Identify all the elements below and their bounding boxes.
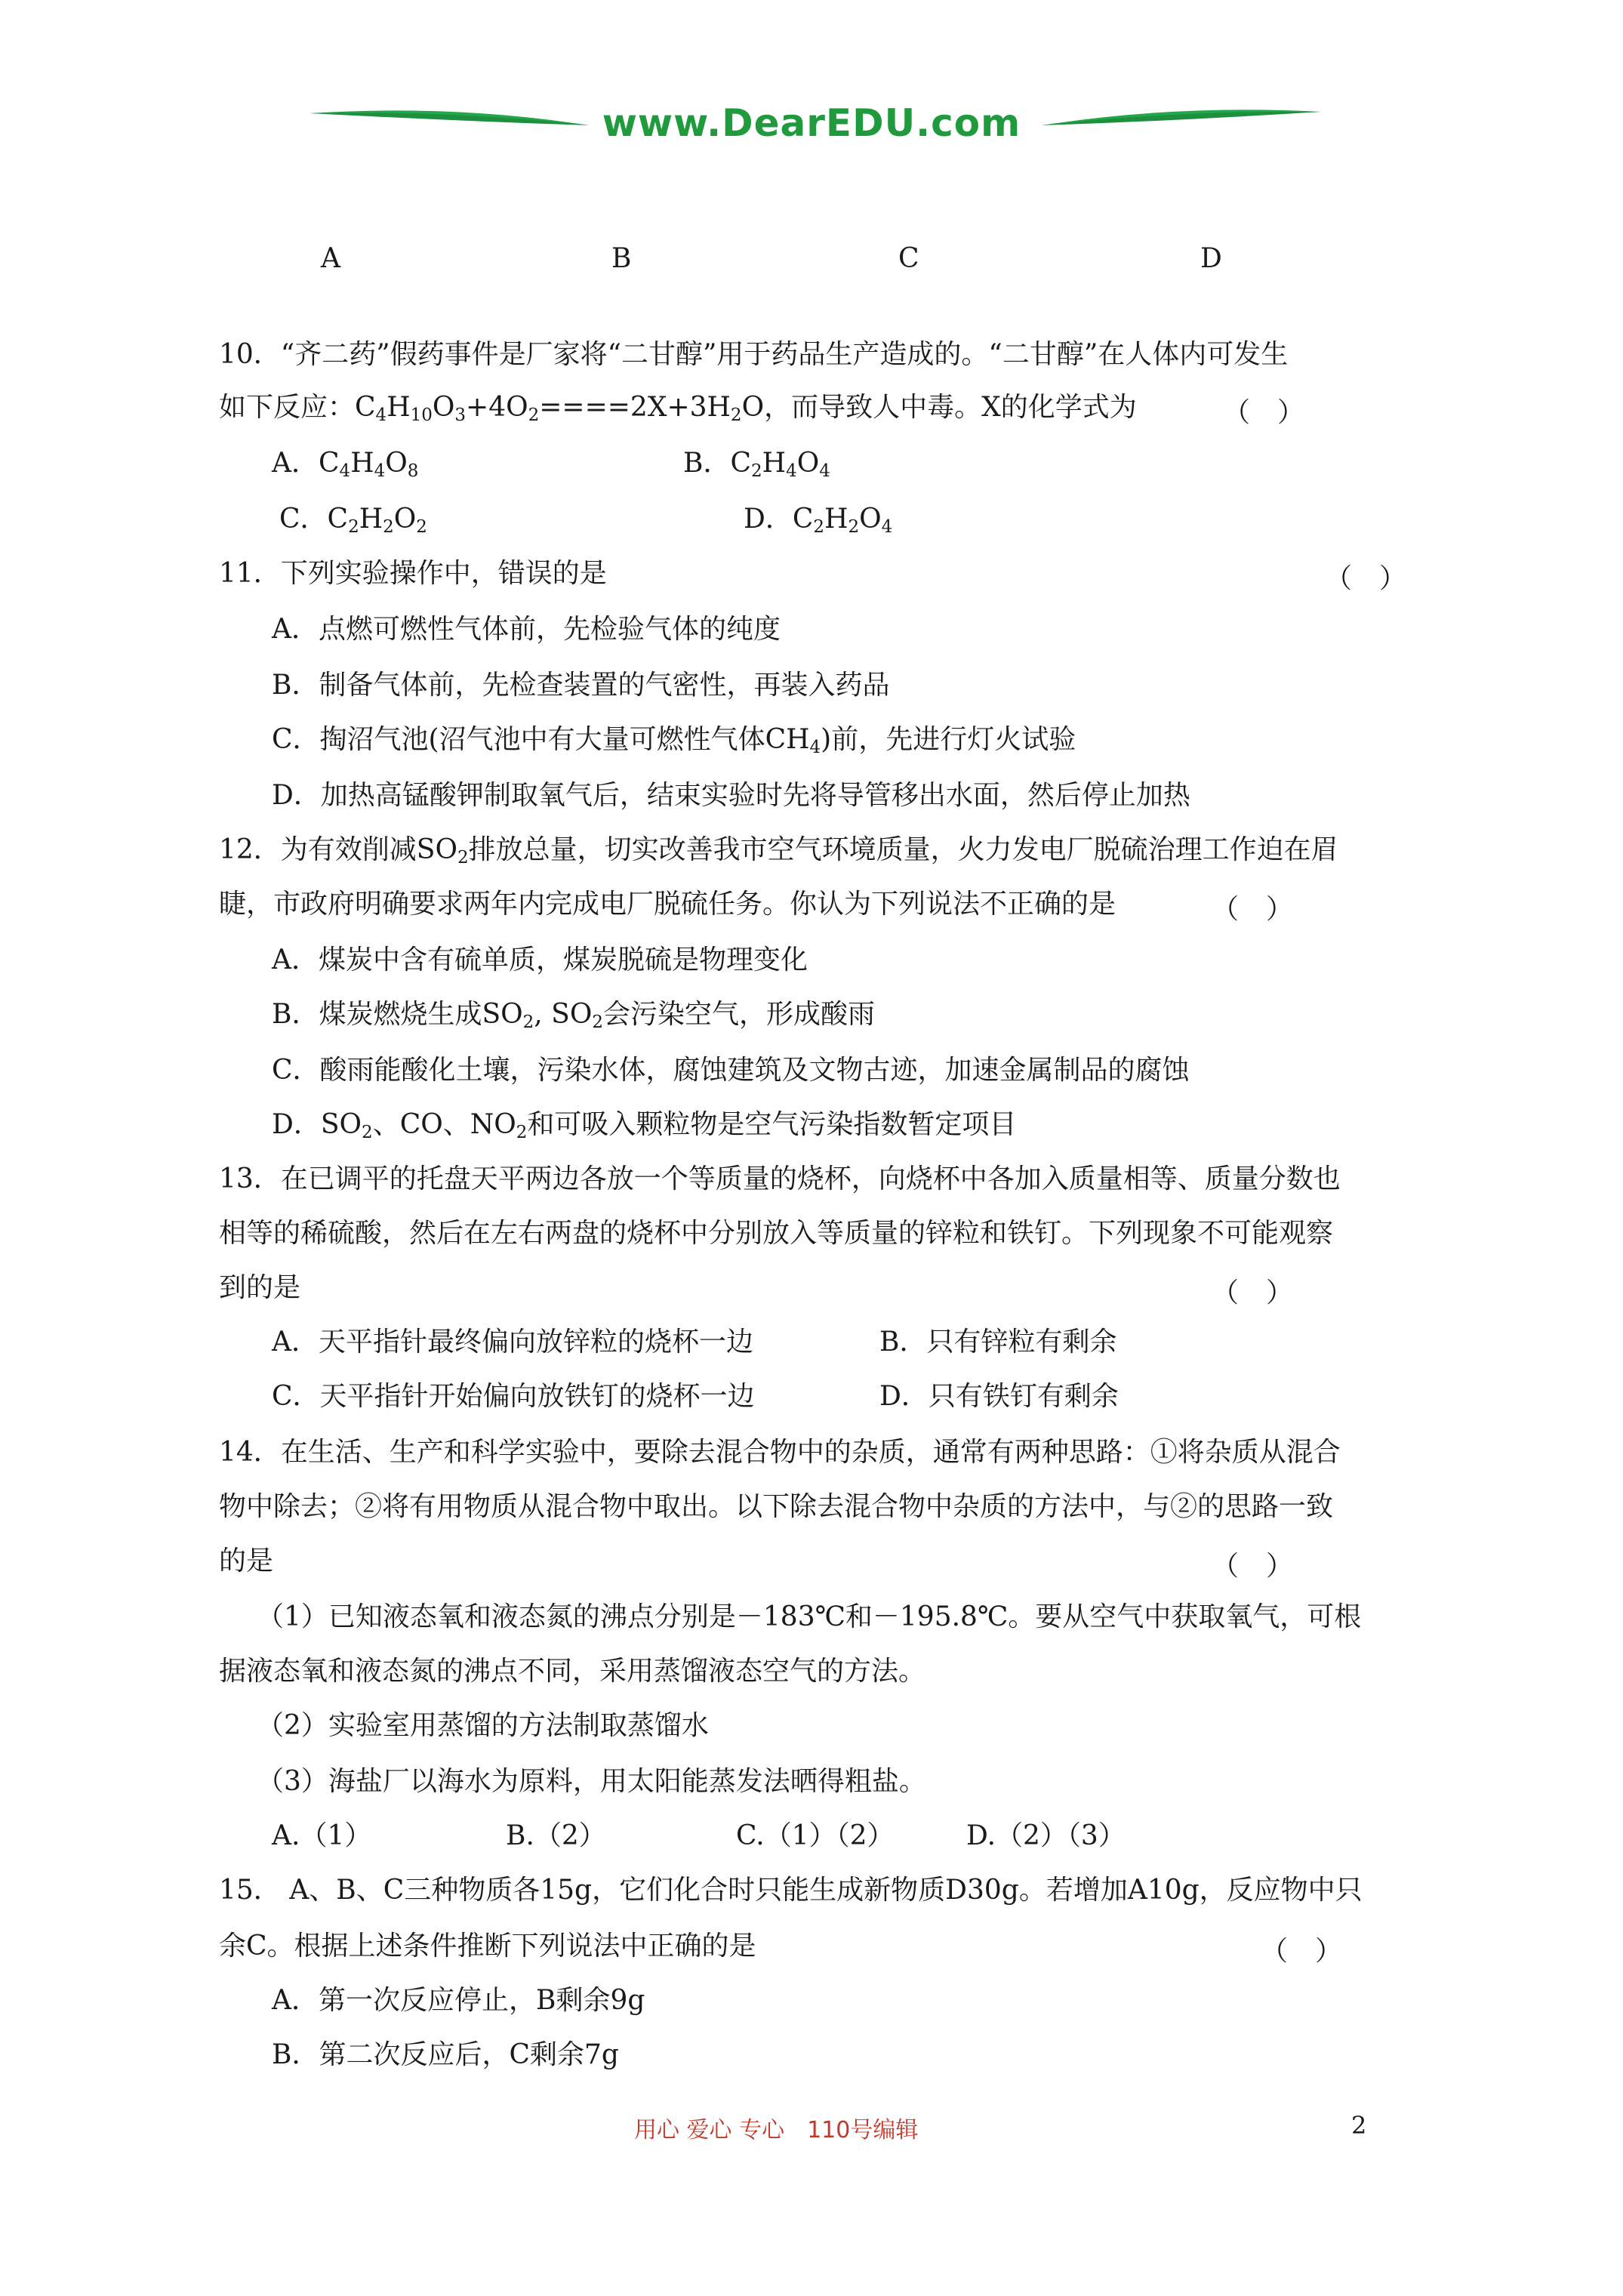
q15-stem-line2: 余C。根据上述条件推断下列说法中正确的是 xyxy=(219,1931,756,1962)
q14-item-1-line2: 据液态氧和液态氮的沸点不同，采用蒸馏液态空气的方法。 xyxy=(219,1656,926,1687)
image-label-b: B xyxy=(611,243,632,274)
image-label-d: D xyxy=(1200,243,1222,274)
q11-option-a: A．点燃可燃性气体前，先检验气体的纯度 xyxy=(272,614,781,645)
q15-option-b: B．第二次反应后，C剩余7g xyxy=(272,2039,619,2070)
q12-option-d: D．$SO_2$、CO、$NO_2$和可吸入颗粒物是空气污染指数暂定项目 xyxy=(272,1109,1017,1142)
image-label-c: C xyxy=(898,243,919,274)
q12-option-b: B．煤炭燃烧生成$SO_2$, $SO_2$会污染空气，形成酸雨 xyxy=(272,999,875,1032)
q13-answer-blank: （ ） xyxy=(1212,1277,1294,1308)
q14-item-3: （3）海盐厂以海水为原料，用太阳能蒸发法晒得粗盐。 xyxy=(257,1766,926,1797)
q15-stem-line1: 15． A、B、C三种物质各15g，它们化合时只能生成新物质D30g。若增加A10g，反应物中只 xyxy=(219,1875,1363,1906)
q11-answer-blank: （ ） xyxy=(1325,563,1407,594)
q10-option-b: B．$C_2H_4O_4$ xyxy=(683,448,830,481)
q14-option-a: A.（1） xyxy=(272,1820,372,1851)
q13-option-a: A．天平指针最终偏向放锌粒的烧杯一边 xyxy=(272,1327,753,1358)
q14-stem-line3: 的是 xyxy=(219,1546,274,1576)
q14-item-1-line1: （1）已知液态氧和液态氮的沸点分别是－183℃和－195.8℃。要从空气中获取氧气，可根 xyxy=(257,1601,1362,1632)
q10-answer-blank: （ ） xyxy=(1223,397,1305,428)
q11-option-c: C．掏沼气池(沼气池中有大量可燃性气体$CH_4$)前，先进行灯火试验 xyxy=(272,724,1076,757)
q14-answer-blank: （ ） xyxy=(1212,1551,1294,1582)
q10-option-a: A．$C_4H_4O_8$ xyxy=(272,448,419,481)
footer-text: 用心 爱心 专心 110号编辑 xyxy=(634,2117,919,2143)
q13-stem-line3: 到的是 xyxy=(219,1272,301,1303)
q13-option-d: D．只有铁钉有剩余 xyxy=(879,1381,1119,1412)
q11-stem: 11．下列实验操作中，错误的是 xyxy=(219,558,607,589)
header-banner xyxy=(0,91,1623,159)
page-number: 2 xyxy=(1351,2111,1367,2140)
q12-stem-line2: 睫，市政府明确要求两年内完成电厂脱硫任务。你认为下列说法不正确的是 xyxy=(219,889,1116,920)
q15-option-a: A．第一次反应停止，B剩余9g xyxy=(272,1985,645,2016)
q13-option-b: B．只有锌粒有剩余 xyxy=(879,1327,1117,1358)
q14-stem-line2: 物中除去；②将有用物质从混合物中取出。以下除去混合物中杂质的方法中，与②的思路一致 xyxy=(219,1491,1334,1522)
site-logo-text: www.DearEDU.com xyxy=(602,101,1021,145)
q15-answer-blank: （ ） xyxy=(1261,1936,1343,1967)
q14-option-c: C.（1）（2） xyxy=(736,1820,895,1851)
q12-option-c: C．酸雨能酸化土壤，污染水体，腐蚀建筑及文物古迹，加速金属制品的腐蚀 xyxy=(272,1055,1190,1086)
q10-stem-line2: 如下反应：$C_4H_{10}O_3+4O_2====2X+3H_2O$，而导致人中毒。X的化学式为 xyxy=(219,392,1137,425)
q10-option-d: D．$C_2H_2O_4$ xyxy=(744,504,893,537)
image-label-a: A xyxy=(321,243,340,274)
q11-option-d: D．加热高锰酸钾制取氧气后，结束实验时先将导管移出水面，然后停止加热 xyxy=(272,780,1190,811)
q14-option-d: D.（2）（3） xyxy=(966,1820,1126,1851)
q10-stem-line1: 10．“齐二药”假药事件是厂家将“二甘醇”用于药品生产造成的。“二甘醇”在人体内可发生 xyxy=(219,339,1289,370)
q12-option-a: A．煤炭中含有硫单质，煤炭脱硫是物理变化 xyxy=(272,945,808,975)
q14-option-b: B.（2） xyxy=(506,1820,606,1851)
q12-stem-line1: 12．为有效削减$SO_2$排放总量，切实改善我市空气环境质量，火力发电厂脱硫治理工作迫在眉 xyxy=(219,834,1338,868)
q10-option-c: C．$C_2H_2O_2$ xyxy=(279,504,427,537)
q14-stem-line1: 14．在生活、生产和科学实验中，要除去混合物中的杂质，通常有两种思路：①将杂质从混合 xyxy=(219,1437,1341,1468)
q12-answer-blank: （ ） xyxy=(1212,894,1294,925)
q11-option-b: B．制备气体前，先检查装置的气密性，再装入药品 xyxy=(272,670,890,701)
q13-option-c: C．天平指针开始偏向放铁钉的烧杯一边 xyxy=(272,1381,755,1412)
q14-item-2: （2）实验室用蒸馏的方法制取蒸馏水 xyxy=(257,1710,709,1741)
q13-stem-line1: 13．在已调平的托盘天平两边各放一个等质量的烧杯，向烧杯中各加入质量相等、质量分数也 xyxy=(219,1163,1341,1194)
q13-stem-line2: 相等的稀硫酸，然后在左右两盘的烧杯中分别放入等质量的锌粒和铁钉。下列现象不可能观察 xyxy=(219,1218,1334,1249)
